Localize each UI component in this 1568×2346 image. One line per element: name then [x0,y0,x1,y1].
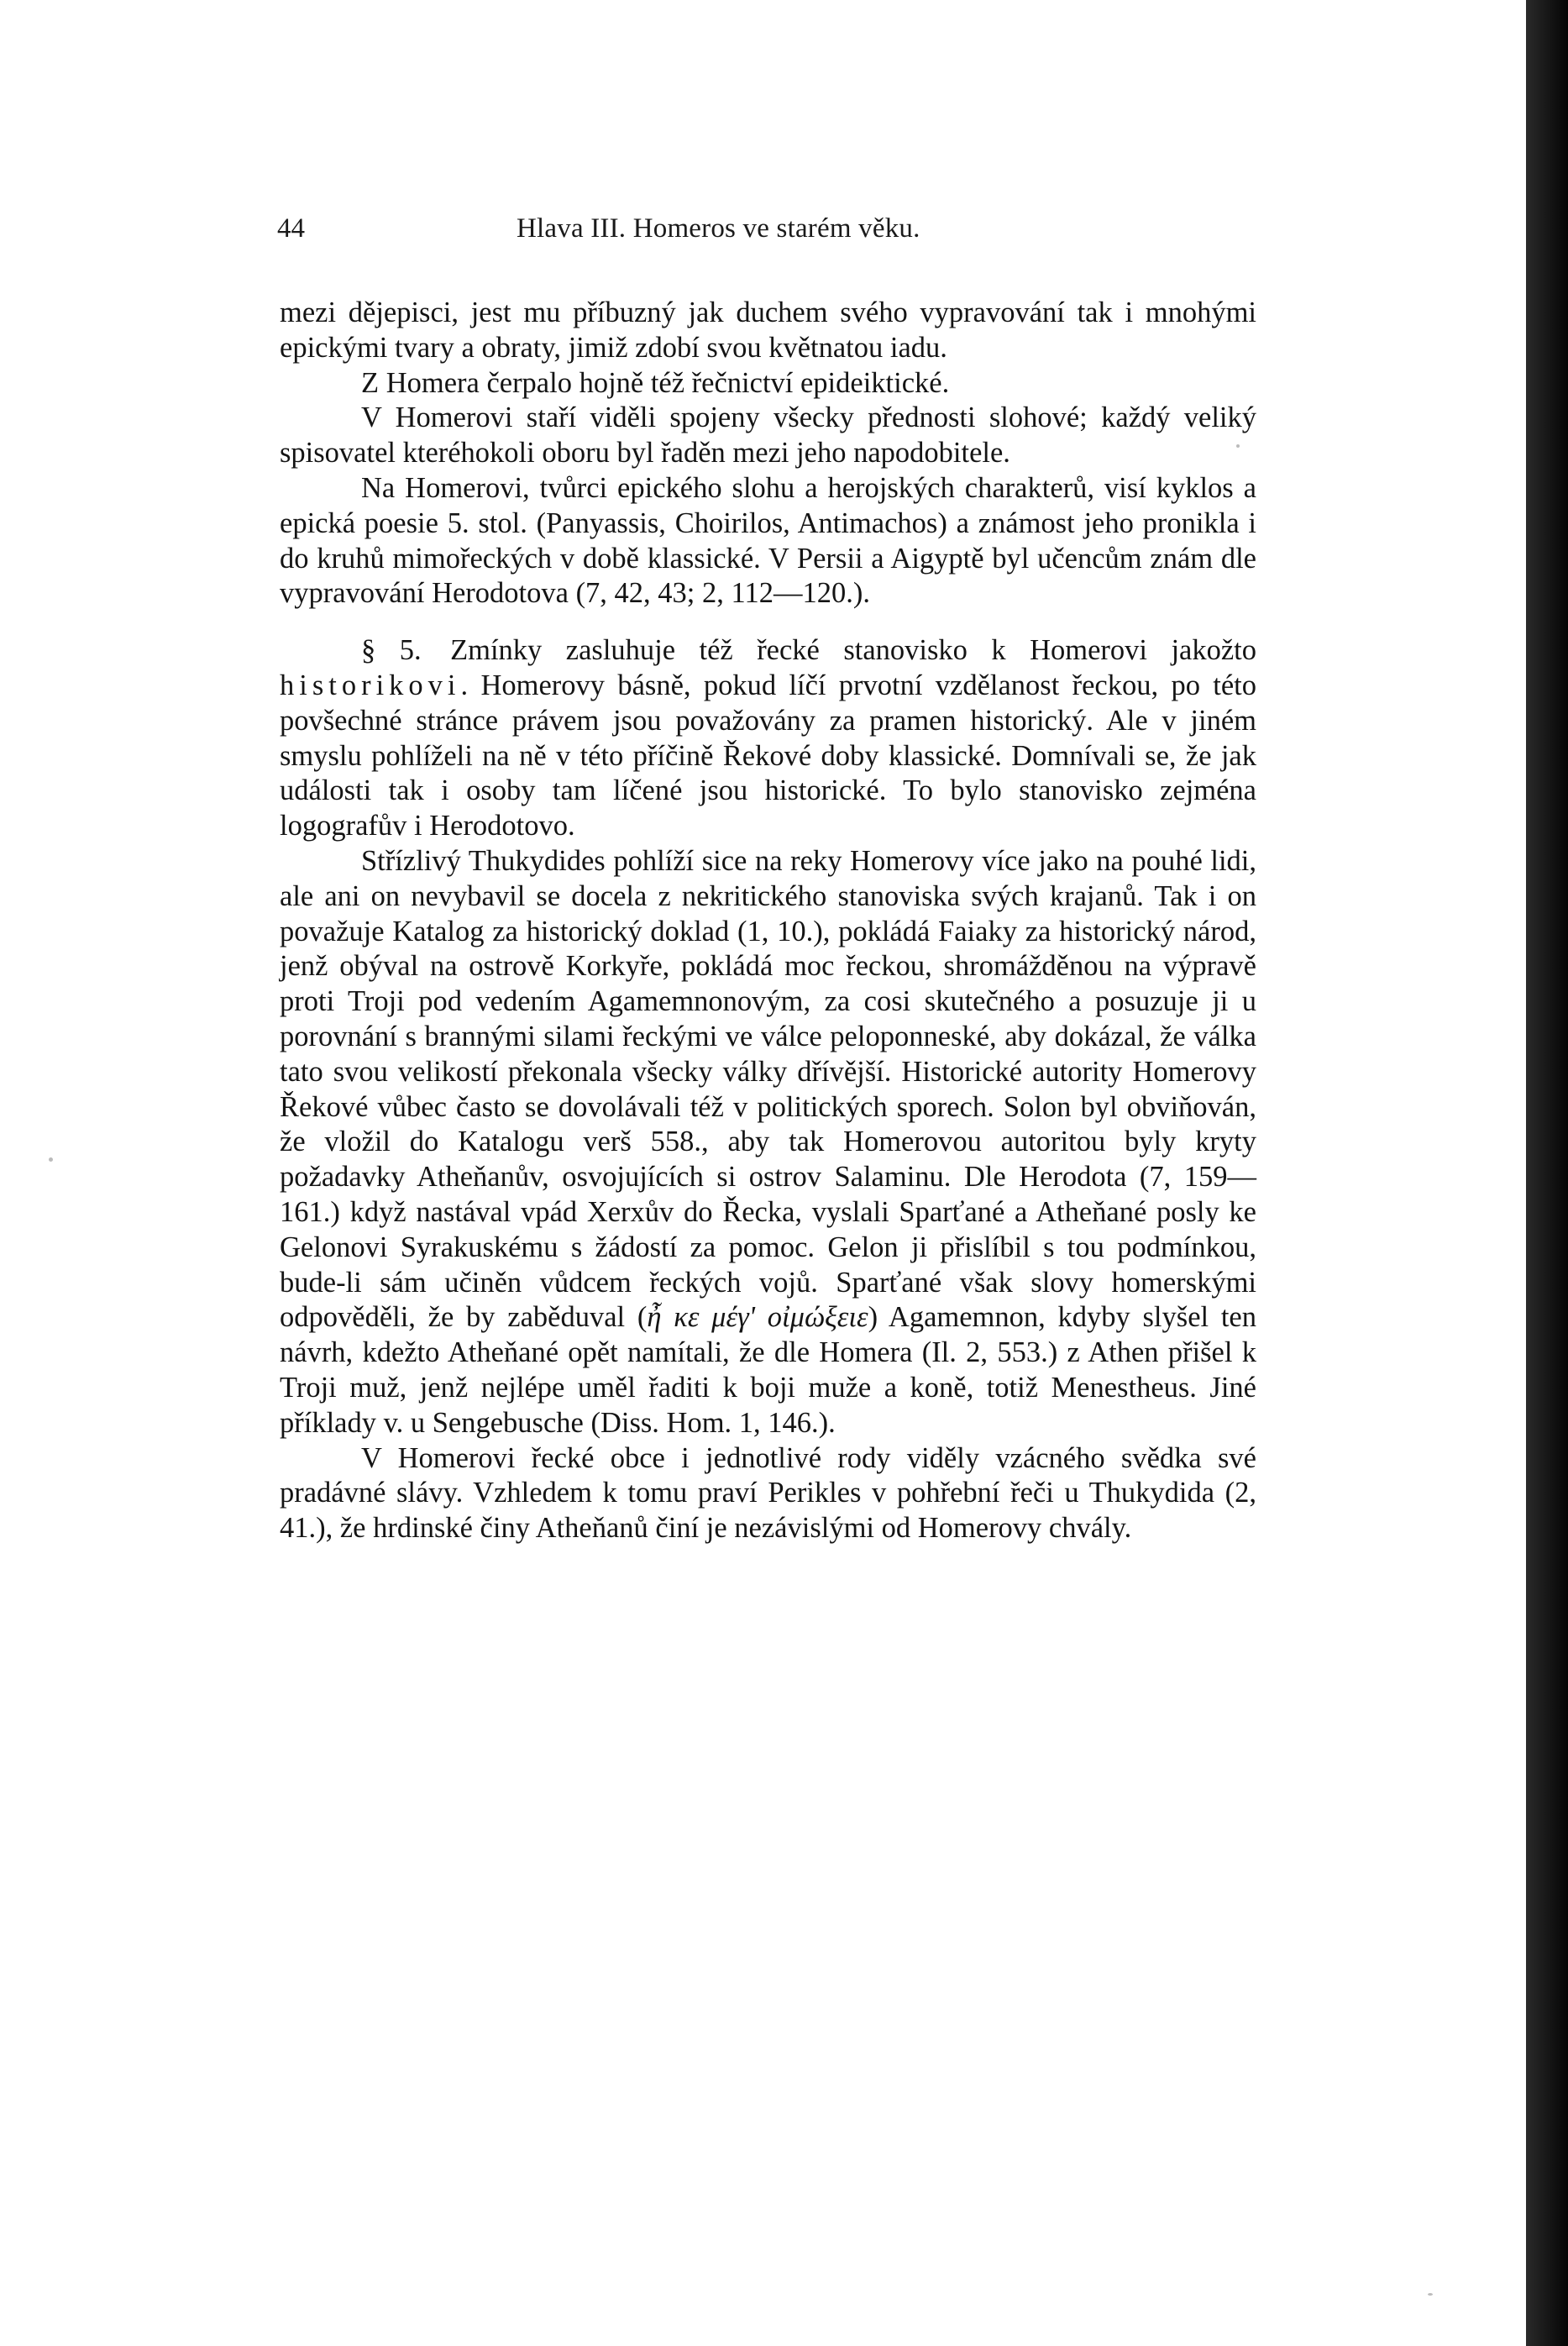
text-run: Střízlivý Thukydides pohlíží sice na reky Homerovy více jako na pouhé lidi, ale ani on nevybavil se docela z nekritického stanoviska svých krajanů. Tak i on považuje Katalog za historický doklad (1, 10.), pokládá Faiaky za historický národ, jenž obýval na ostrově Korkyře, pokládá moc řeckou, shromážděnou na výpravě proti Troji pod vedením Agamemnonovým, za cosi skutečného a posuzuje ji u porovnání s brannými silami řeckými ve válce peloponneské, aby dokázal, že válka tato svou velikostí překonala všecky války dřívější. Historické autority Homerovy Řekové vůbec často se dovolávali též v politických sporech. Solon byl obviňován, že vložil do Katalogu verš 558., aby tak Homerovou autoritou byly kryty požadavky Atheňanův, osvojujících si ostrov Salaminu. Dle Herodota (7, 159—161.) když nastával vpád Xerxův do Řecka, vyslali Sparťané a Atheňané posly ke Gelonovi Syrakuskému s žádostí za pomoc. Gelon ji přislíbil s tou podmínkou, bude-li sám učiněn vůdcem řeckých vojů. Sparťané však slovy homerskými odpověděli, že by zaběduval ( [280,844,1256,1334]
greek-quote: ἦ κε μέγ' οἰμώξειε [647,1301,868,1334]
paragraph: Na Homerovi, tvůrci epického slohu a herojských charakterů, visí kyklos a epická poesie 5. stol. (Panyassis, Choirilos, Antimachos) a známost jeho pronikla i do kruhů mimořeckých v době klassické. V Persii a Aigyptě byl učencům znám dle vypravování Herodotova (7, 42, 43; 2, 112—120.). [280,471,1256,610]
paragraph [280,844,1256,1441]
emphasized-word: historikovi [280,669,461,701]
paper-speck [49,1157,53,1162]
running-title: Hlava III. Homeros ve starém věku. [517,213,920,244]
page-edge-shadow [1526,0,1568,2346]
text-run: ) Agamemnon, kdyby slyšel ten návrh, kdežto Atheňané opět namítali, že dle Homera (Il. 2, 553.) z Athen přišel k Troji muž, jenž nejlépe uměl řaditi k boji muže a koně, totiž Menestheus. Jiné příklady v. u Sengebusche (Diss. Hom. 1, 146.). [280,1301,1256,1439]
section-marker: § 5. [361,634,422,667]
text-run: . Homerovy básně, pokud líčí prvotní vzdělanost řeckou, po této povšechné stránce právem jsou považovány za pramen historický. Ale v jiném smyslu pohlíželi na ně v této příčině Řekové doby klassické. Domnívali se, že jak události tak i osoby tam líčené jsou historické. To bylo stanovisko zejména logografův i Herodotovo. [280,669,1256,842]
paragraph: V Homerovi řecké obce i jednotlivé rody viděly vzácného svědka své pradávné slávy. Vzhledem k tomu praví Perikles v pohřební řeči u Thukydida (2, 41.), že hrdinské činy Atheňanů činí je nezávislými od Homerovy chvály. [280,1441,1256,1545]
body-text [280,296,1256,1546]
running-header [277,213,1016,255]
paper-speck [1428,2293,1433,2296]
paragraph: mezi dějepisci, jest mu příbuzný jak duchem svého vypravování tak i mnohými epickými tvary a obraty, jimiž zdobí svou květnatou iadu. [280,297,1256,364]
page-number: 44 [277,213,305,244]
paper-speck [1236,444,1240,448]
section-paragraph [280,633,1256,844]
paragraph: V Homerovi staří viděli spojeny všecky přednosti slohové; každý veliký spisovatel kteréhokoli oboru byl řaděn mezi jeho napodobitele. [280,401,1256,470]
paragraph: Z Homera čerpalo hojně též řečnictví epideiktické. [361,366,950,399]
text-run: Zmínky zasluhuje též řecké stanovisko k Homerovi jakožto [450,634,1257,667]
